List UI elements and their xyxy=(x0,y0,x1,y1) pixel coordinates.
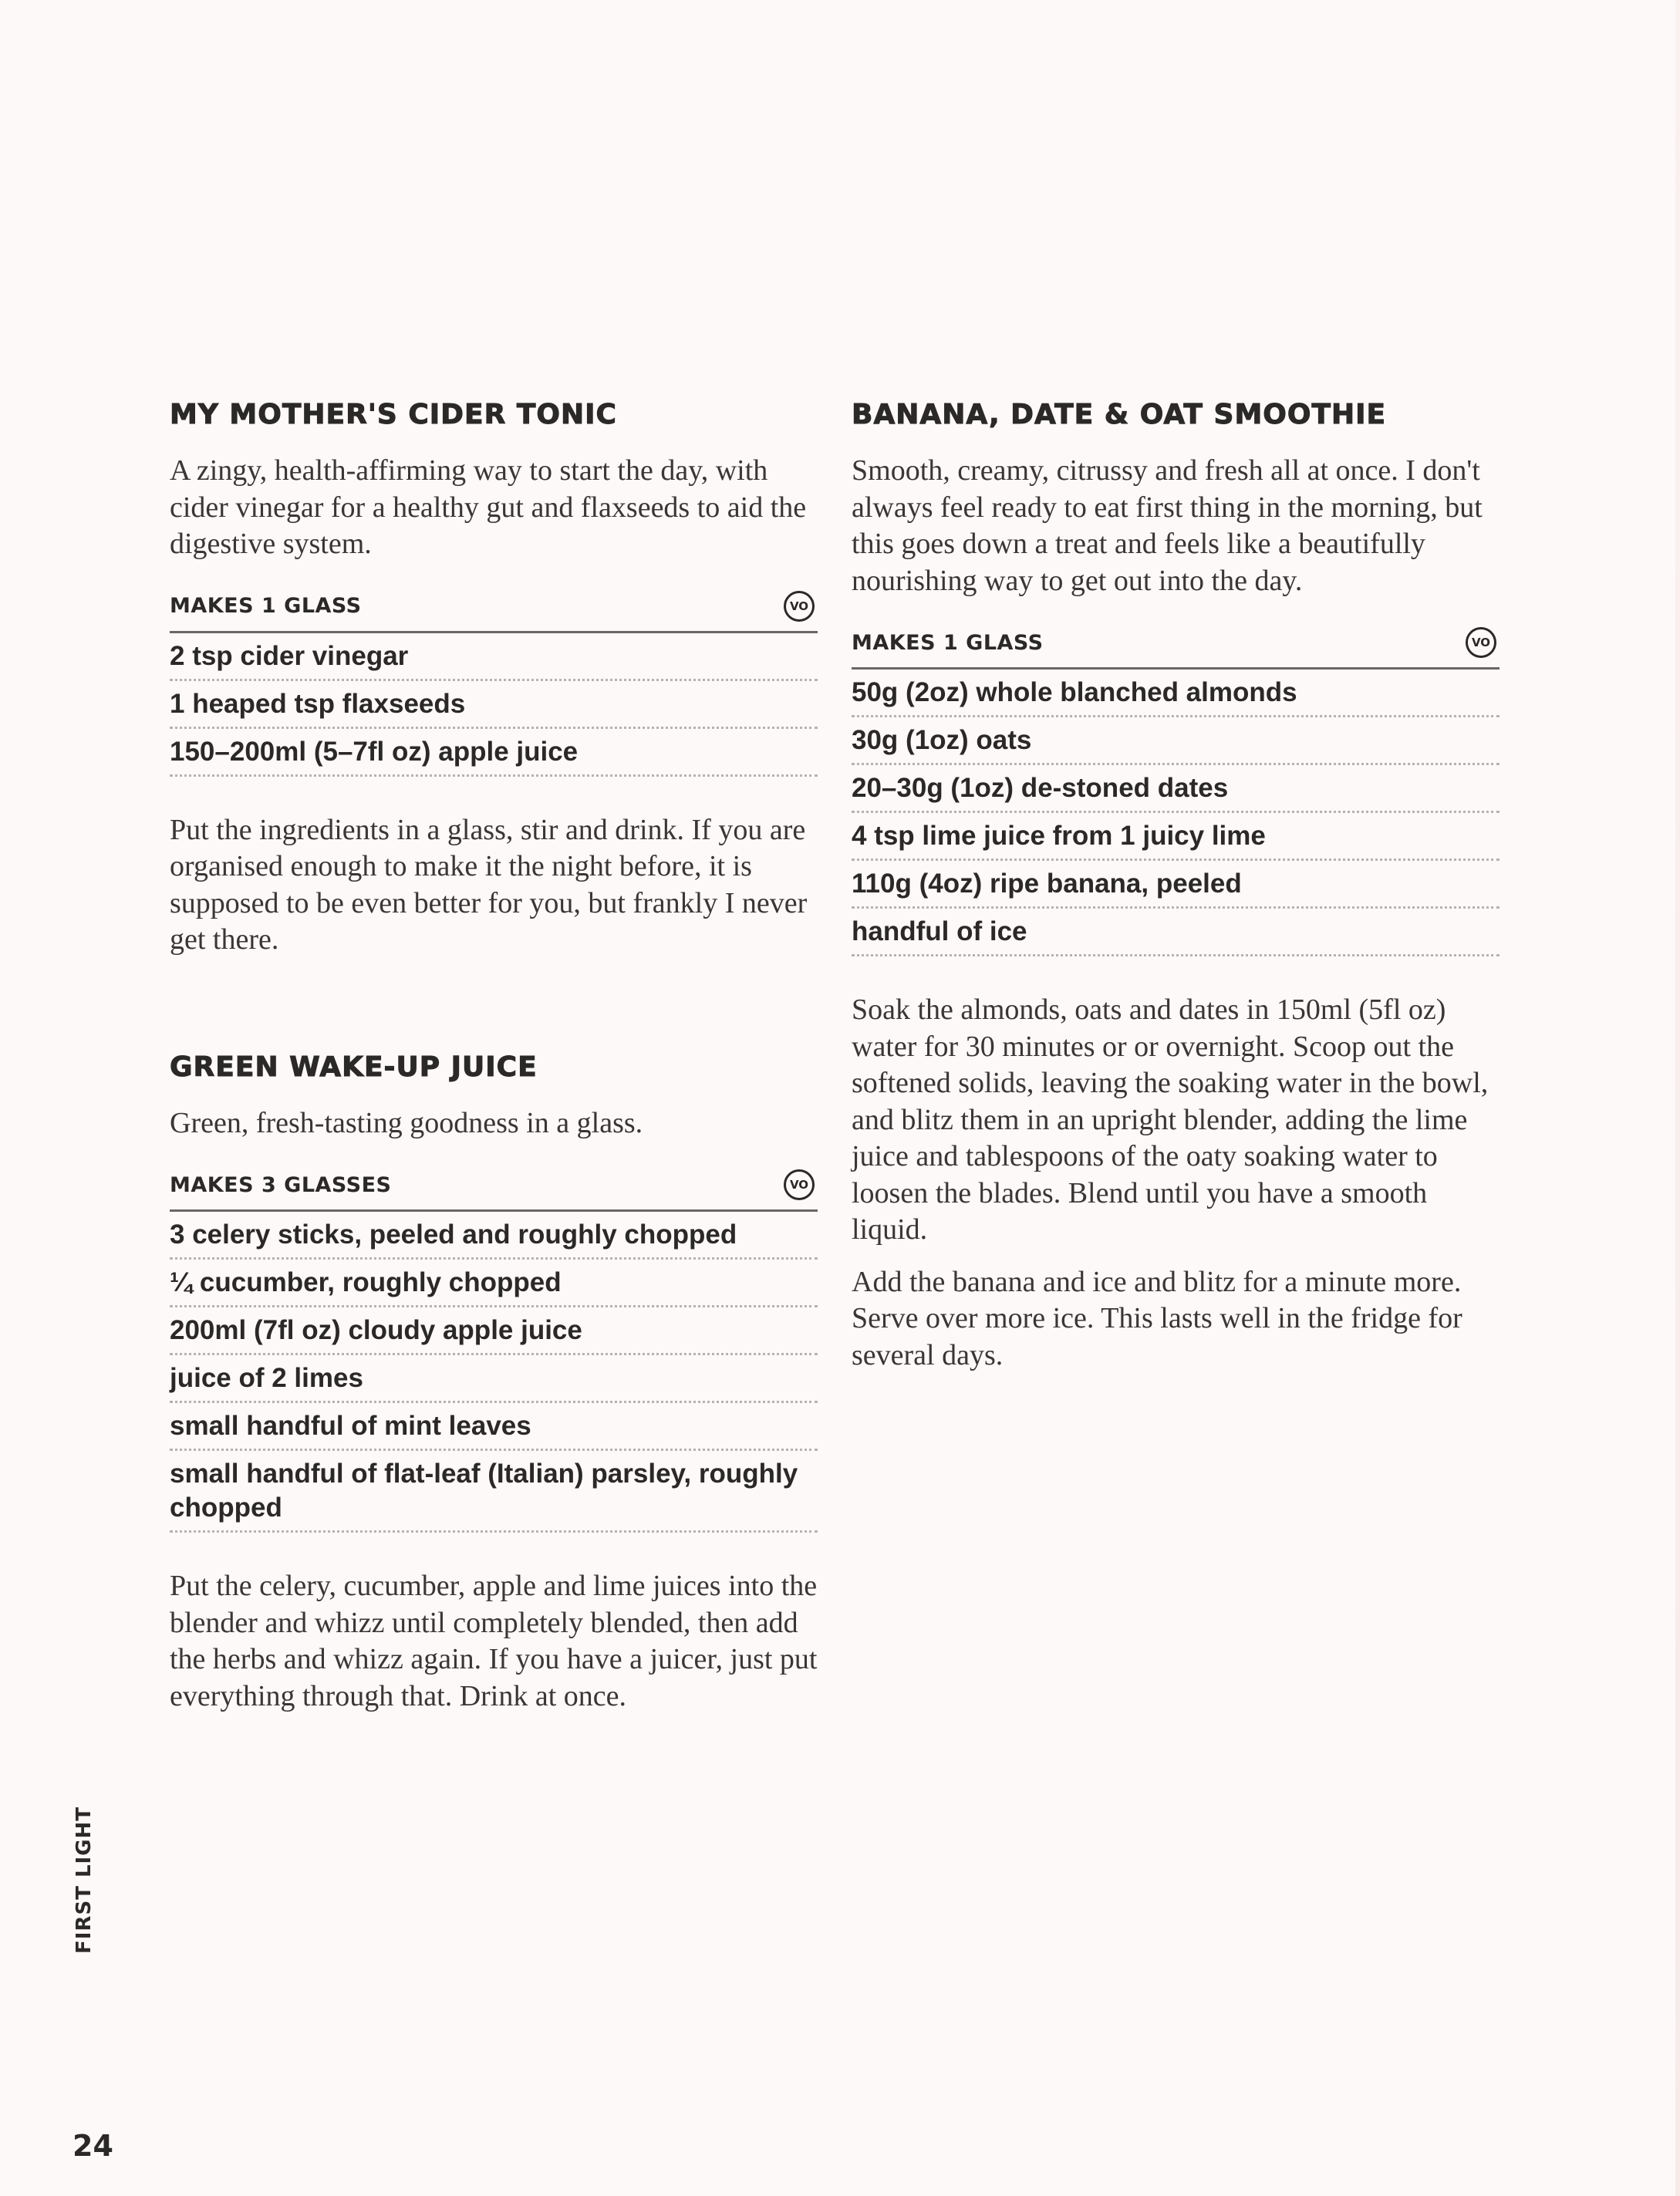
vegan-option-icon: VO xyxy=(784,1169,815,1200)
ingredient-item: 2 tsp cider vinegar xyxy=(170,633,818,681)
yield-row xyxy=(170,1169,818,1212)
ingredient-item: 200ml (7fl oz) cloudy apple juice xyxy=(170,1307,818,1355)
ingredient-item: ¼ cucumber, roughly chopped xyxy=(170,1260,818,1307)
yield-row xyxy=(852,627,1500,670)
recipe-title: GREEN WAKE-UP JUICE xyxy=(170,1051,538,1083)
ingredient-item: 1 heaped tsp flaxseeds xyxy=(170,681,818,729)
ingredient-item: small handful of flat-leaf (Italian) parsley, roughly chopped xyxy=(170,1451,818,1533)
yield-label: MAKES 1 GLASS xyxy=(170,594,362,618)
ingredient-item: 150–200ml (5–7fl oz) apple juice xyxy=(170,729,818,777)
ingredient-item: 3 celery sticks, peeled and roughly chopped xyxy=(170,1212,818,1260)
ingredient-list xyxy=(170,1212,818,1533)
left-column xyxy=(170,397,818,1715)
ingredient-list xyxy=(170,633,818,777)
recipe-method: Put the ingredients in a glass, stir and drink. If you are organised enough to make it the night before, it is supposed to be even better for you, but frankly I never get there. xyxy=(170,813,808,956)
ingredient-item: juice of 2 limes xyxy=(170,1355,818,1403)
ingredient-item: 30g (1oz) oats xyxy=(852,717,1500,765)
page-number: 24 xyxy=(73,2129,113,2163)
right-column xyxy=(852,397,1500,1374)
yield-row xyxy=(170,591,818,633)
ingredient-list xyxy=(852,670,1500,956)
ingredient-item: 4 tsp lime juice from 1 juicy lime xyxy=(852,813,1500,861)
yield-label: MAKES 3 GLASSES xyxy=(170,1172,392,1197)
ingredient-item: small handful of mint leaves xyxy=(170,1403,818,1451)
recipe-title: BANANA, DATE & OAT SMOOTHIE xyxy=(852,399,1387,430)
recipe-smoothie xyxy=(852,397,1500,1374)
yield-label: MAKES 1 GLASS xyxy=(852,630,1044,655)
recipe-intro: Smooth, creamy, citrussy and fresh all at once. I don't always feel ready to eat first thing in the morning, but this goes down a treat and feels like a beautifully nourishing way to get out into the day. xyxy=(852,454,1483,597)
ingredient-item: 20–30g (1oz) de-stoned dates xyxy=(852,765,1500,813)
recipe-green-juice xyxy=(170,1050,818,1715)
section-label: FIRST LIGHT xyxy=(73,1806,96,1954)
vegan-option-icon: VO xyxy=(1466,627,1496,658)
recipe-method: Put the celery, cucumber, apple and lime juices into the blender and whizz until completely blended, then add the herbs and whizz again. If you have a juicer, just put everything through that. Drink at once. xyxy=(170,1570,818,1712)
ingredient-item: 110g (4oz) ripe banana, peeled xyxy=(852,861,1500,909)
recipe-intro: Green, fresh-tasting goodness in a glass. xyxy=(170,1106,643,1139)
page-edge xyxy=(1675,0,1680,2196)
recipe-intro: A zingy, health-affirming way to start the day, with cider vinegar for a healthy gut and flaxseeds to aid the digestive system. xyxy=(170,454,807,560)
ingredient-item: handful of ice xyxy=(852,909,1500,956)
recipe-method: Soak the almonds, oats and dates in 150ml (5fl oz) water for 30 minutes or or overnight. Scoop out the softened solids, leaving the soaking water in the bowl, and blitz them in an upright blender, adding the lime juice and tablespoons of the oaty soaking water to loosen the blades. Blend until you have a smooth liquid. xyxy=(852,993,1489,1246)
ingredient-item: 50g (2oz) whole blanched almonds xyxy=(852,670,1500,717)
vegan-option-icon: VO xyxy=(784,591,815,622)
recipe-cider-tonic xyxy=(170,397,818,959)
recipe-method: Add the banana and ice and blitz for a minute more. Serve over more ice. This lasts well in the fridge for several days. xyxy=(852,1265,1462,1371)
recipe-title: MY MOTHER'S CIDER TONIC xyxy=(170,399,617,430)
